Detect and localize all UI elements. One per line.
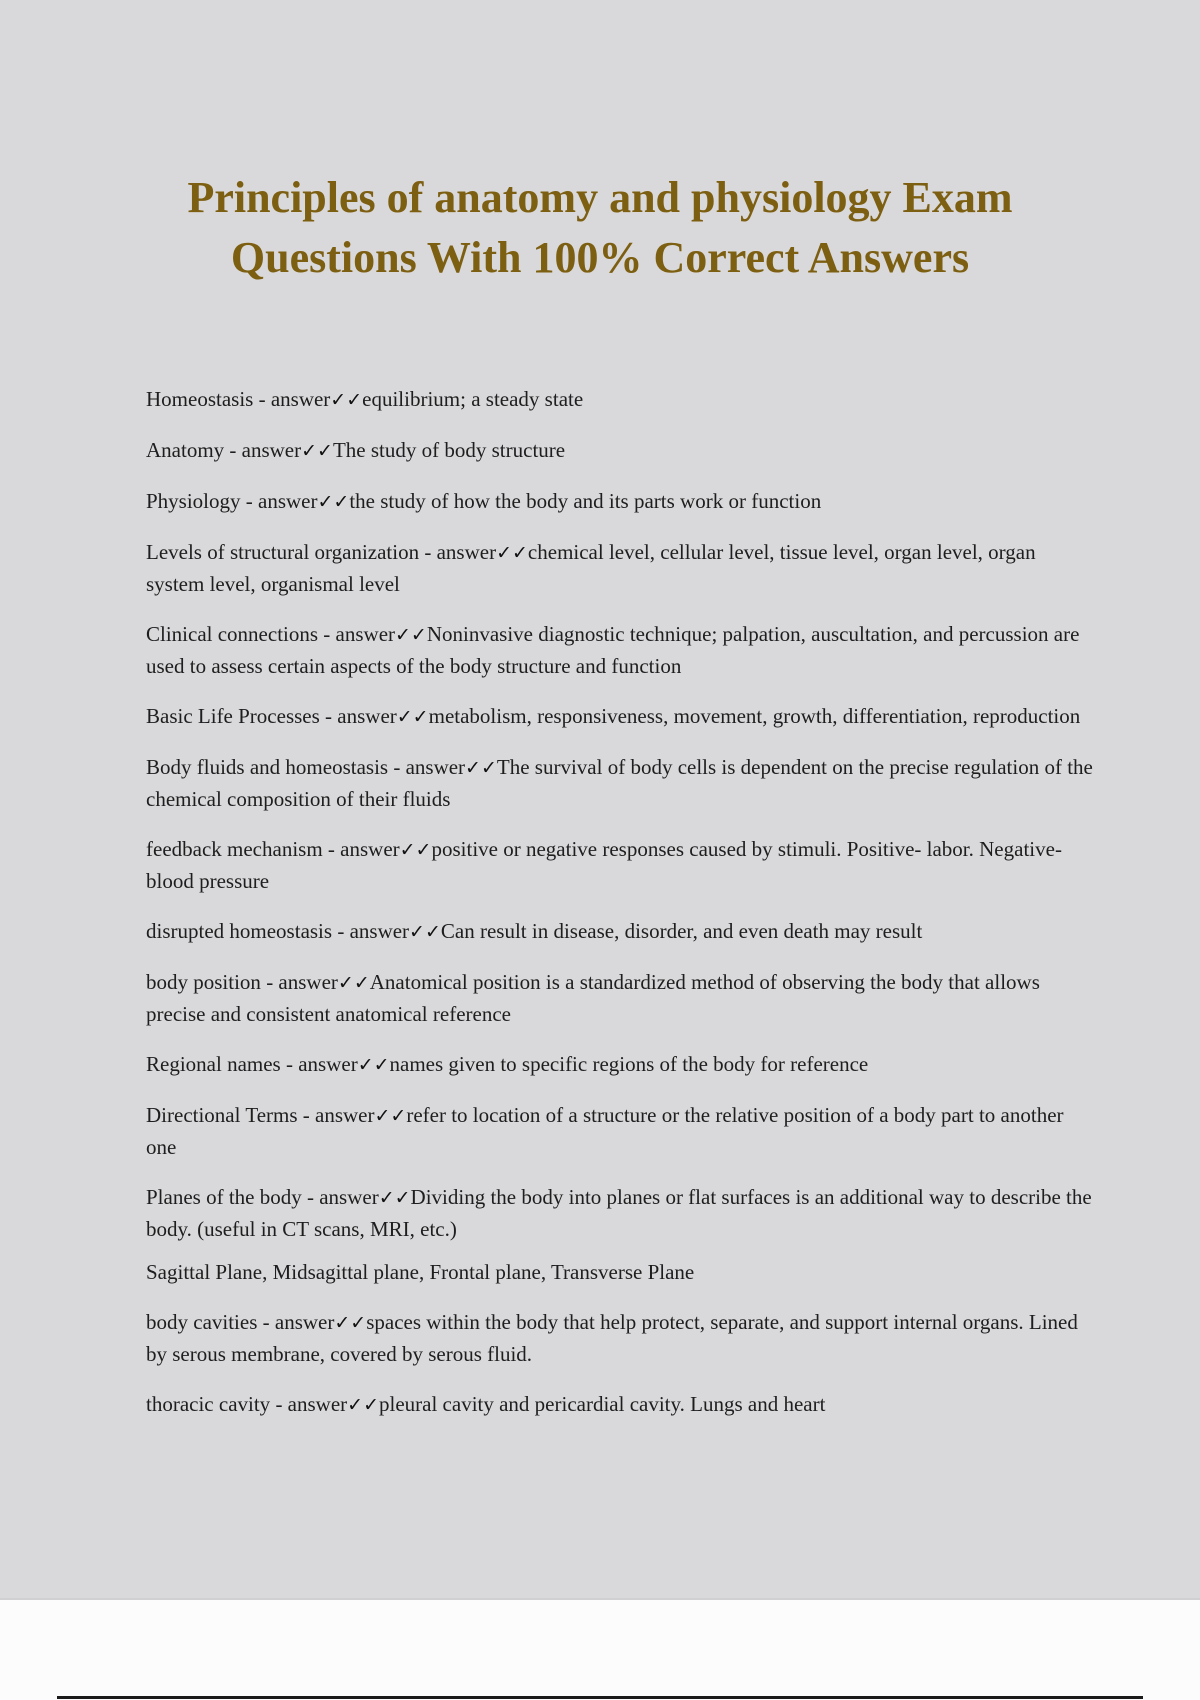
qa-term: disrupted homeostasis — [146, 919, 333, 943]
answer-separator: - answer — [260, 970, 338, 994]
qa-term: Basic Life Processes — [146, 704, 320, 728]
answer-separator: - answer — [419, 540, 497, 564]
qa-item — [146, 967, 1096, 1030]
double-check-icon: ✓✓ — [374, 1105, 407, 1127]
double-check-icon: ✓✓ — [395, 624, 427, 646]
qa-answer: The survival of body cells is dependent on the precise regulation of the chemical composition of their fluids — [146, 755, 1093, 811]
qa-term: Levels of structural organization — [146, 540, 420, 564]
answer-separator: - answer — [280, 1052, 358, 1076]
qa-item — [146, 1100, 1096, 1163]
answer-separator: - answer — [253, 387, 331, 411]
qa-item — [146, 1307, 1096, 1370]
double-check-icon: ✓✓ — [399, 839, 432, 861]
qa-item — [146, 619, 1096, 682]
double-check-icon: ✓✓ — [337, 972, 370, 994]
qa-answer: chemical level, cellular level, tissue level, organ level, organ system level, organismal level — [146, 540, 1036, 596]
qa-list — [146, 384, 1096, 1440]
qa-answer: pleural cavity and pericardial cavity. Lungs and heart — [379, 1392, 826, 1416]
double-check-icon: ✓✓ — [396, 706, 429, 728]
qa-term: Homeostasis — [146, 387, 254, 411]
qa-answer: positive or negative responses caused by stimuli. Positive- labor. Negative- blood pressure — [146, 837, 1062, 893]
qa-term: Planes of the body — [146, 1185, 302, 1209]
answer-separator: - answer — [257, 1310, 335, 1334]
qa-item — [146, 834, 1096, 897]
qa-term: body position — [146, 970, 261, 994]
qa-answer: Dividing the body into planes or flat surfaces is an additional way to describe the body. (useful in CT scans, MRI, etc.) — [146, 1185, 1092, 1241]
qa-item — [146, 1182, 1096, 1245]
qa-answer: metabolism, responsiveness, movement, growth, differentiation, reproduction — [428, 704, 1081, 728]
qa-term: Body fluids and homeostasis — [146, 755, 389, 779]
answer-separator: - answer — [224, 438, 302, 462]
answer-separator: - answer — [332, 919, 410, 943]
double-check-icon: ✓✓ — [409, 921, 441, 943]
qa-term: Regional names — [146, 1052, 281, 1076]
qa-term: Clinical connections — [146, 622, 319, 646]
qa-answer: Anatomical position is a standardized method of observing the body that allows precise and consistent anatomical reference — [146, 970, 1040, 1026]
answer-separator: - answer — [319, 704, 397, 728]
qa-item — [146, 1389, 1096, 1421]
qa-answer: refer to location of a structure or the relative position of a body part to another one — [146, 1103, 1064, 1159]
qa-term: body cavities — [146, 1310, 258, 1334]
qa-term: Physiology — [146, 489, 241, 513]
qa-item-continuation — [146, 1257, 1096, 1288]
qa-term: Anatomy — [146, 438, 225, 462]
qa-answer: Sagittal Plane, Midsagittal plane, Frontal plane, Transverse Plane — [146, 1260, 695, 1284]
next-page-top-rule — [57, 1696, 1143, 1699]
qa-answer: Noninvasive diagnostic technique; palpation, auscultation, and percussion are used to assess certain aspects of the body structure and function — [146, 622, 1080, 678]
title-line-1: Principles of anatomy and physiology Exam — [187, 173, 1013, 222]
qa-answer: Can result in disease, disorder, and even death may result — [440, 919, 923, 943]
qa-term: Directional Terms — [146, 1103, 298, 1127]
qa-item — [146, 537, 1096, 600]
document-title — [100, 168, 1100, 288]
answer-separator: - answer — [301, 1185, 379, 1209]
answer-separator: - answer — [322, 837, 400, 861]
qa-item — [146, 486, 1096, 518]
qa-item — [146, 916, 1096, 948]
qa-answer: spaces within the body that help protect, separate, and support internal organs. Lined by serous membrane, covered by serous fluid. — [146, 1310, 1078, 1366]
double-check-icon: ✓✓ — [330, 389, 363, 411]
answer-separator: - answer — [270, 1392, 348, 1416]
double-check-icon: ✓✓ — [378, 1187, 411, 1209]
answer-separator: - answer — [240, 489, 318, 513]
answer-separator: - answer — [297, 1103, 375, 1127]
double-check-icon: ✓✓ — [347, 1394, 379, 1416]
qa-answer: The study of body structure — [332, 438, 566, 462]
double-check-icon: ✓✓ — [465, 757, 497, 779]
qa-item — [146, 701, 1096, 733]
answer-separator: - answer — [318, 622, 396, 646]
double-check-icon: ✓✓ — [317, 491, 350, 513]
qa-item — [146, 435, 1096, 467]
qa-answer: names given to specific regions of the body for reference — [389, 1052, 869, 1076]
qa-item — [146, 752, 1096, 815]
double-check-icon: ✓✓ — [357, 1054, 390, 1076]
double-check-icon: ✓✓ — [301, 440, 333, 462]
double-check-icon: ✓✓ — [334, 1312, 367, 1334]
qa-term: thoracic cavity — [146, 1392, 271, 1416]
qa-term: feedback mechanism — [146, 837, 323, 861]
double-check-icon: ✓✓ — [496, 542, 528, 564]
qa-answer: equilibrium; a steady state — [362, 387, 584, 411]
qa-item — [146, 1049, 1096, 1081]
qa-answer: the study of how the body and its parts work or function — [349, 489, 822, 513]
title-line-2: Questions With 100% Correct Answers — [230, 233, 970, 282]
answer-separator: - answer — [388, 755, 466, 779]
qa-item — [146, 384, 1096, 416]
